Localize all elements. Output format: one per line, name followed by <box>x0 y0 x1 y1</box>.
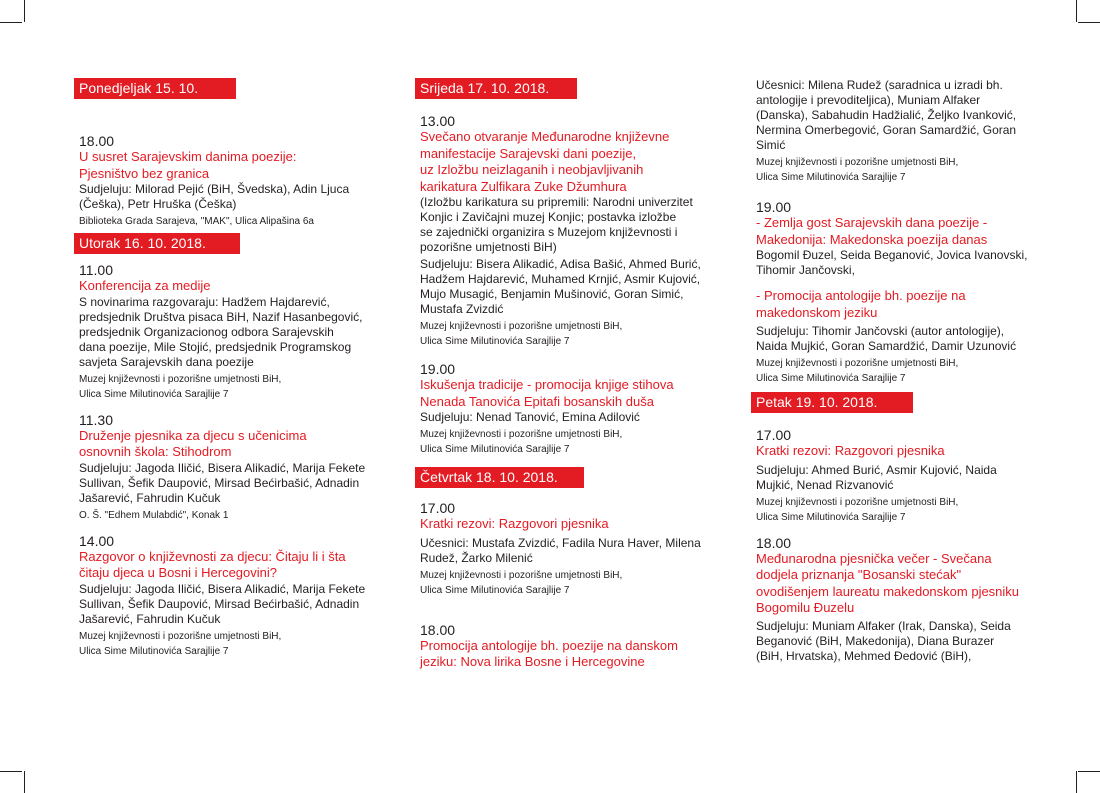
event-location: Biblioteka Grada Sarajeva, "MAK", Ulica Alipašina 6a <box>79 216 314 227</box>
event <box>420 113 720 349</box>
event-title: Promocija antologije bh. poezije na danskom jeziku: Nova lirika Bosne i Hercegovine <box>420 637 678 669</box>
event-location: O. Š. "Edhem Mulabdić", Konak 1 <box>79 509 229 521</box>
event-participants: Sudjeluju: Jagoda Iličić, Bisera Alikadić, Marija Fekete Sullivan, Šefik Daupović, Mirsad Bećirbašić, Adnadin Jašarević, Fahrudin Kučuk <box>79 581 366 626</box>
crop-mark <box>1076 771 1077 793</box>
event-location: Muzej književnosti i pozorišne umjetnosti BiH, Ulica Sime Milutinovića Sarajlije 7 <box>420 569 623 596</box>
event <box>420 361 720 457</box>
event-location: Muzej književnosti i pozorišne umjetnosti BiH, Ulica Sime Milutinovića Sarajlije 7 <box>756 358 959 384</box>
event-time: 11.30 <box>79 411 113 428</box>
event-title: Kratki rezovi: Razgovori pjesnika <box>420 516 609 531</box>
event-title: Iskušenja tradicije - promocija knjige stihova Nenada Tanovića Epitafi bosanskih duša <box>420 377 674 409</box>
crop-mark <box>1078 22 1100 23</box>
day-header: Utorak 16. 10. 2018. <box>74 233 240 254</box>
event-time: 19.00 <box>420 361 456 377</box>
event-title: U susret Sarajevskim danima poezije: Pjesništvo bez granica <box>79 149 297 181</box>
event-participants: Sudjeluju: Jagoda Iličić, Bisera Alikadić, Marija Fekete Sullivan, Šefik Daupović, Mirsad Bećirbašić, Adnadin Jašarević, Fahrudin Kučuk <box>79 460 366 505</box>
column-3 <box>756 78 1056 664</box>
event-participants: Sudjeluju: Nenad Tanović, Emina Adilović <box>420 410 640 424</box>
day-header: Srijeda 17. 10. 2018. <box>415 78 577 99</box>
event <box>756 427 1056 525</box>
event-participants: Sudjeluju: Muniam Alfaker (Irak, Danska), Seida Beganović (BiH, Makedonija), Diana Burazer (BiH, Hrvatska), Mehmed Đedović (BiH), <box>756 618 1011 663</box>
crop-mark <box>0 22 22 23</box>
event-participants: Učesnici: Milena Rudež (saradnica u izradi bh. antologije i prevoditeljica), Muniam Alfaker (Danska), Sabahudin Hadžialić, Željko Ivanković, Nermina Omerbegović, Goran Samardžić, Goran Simić <box>756 78 1017 152</box>
crop-mark <box>1078 771 1100 772</box>
event-time: 17.00 <box>420 500 456 516</box>
event-note: (Izložbu karikatura su pripremili: Narodni univerzitet Konjic i Zavičajni muzej Konjic; postavka izložbe se zajednički organizira s Muzejom književnosti i pozorišne umjetnosti BiH) <box>420 195 693 254</box>
event-continuation <box>756 78 1056 185</box>
event <box>756 199 1056 386</box>
event-title: Razgovor o književnosti za djecu: Čitaju li i šta čitaju djeca u Bosni i Hercegovini? <box>79 548 346 580</box>
event-location: Muzej književnosti i pozorišne umjetnosti BiH, Ulica Sime Milutinovića Sarajlije 7 <box>756 157 959 183</box>
event-location: Muzej književnosti i pozorišne umjetnosti BiH, Ulica Sime Milutinovića Sarajlije 7 <box>79 373 282 400</box>
event-title: - Zemlja gost Sarajevskih dana poezije - Makedonija: Makedonska poezija danas <box>756 215 988 247</box>
event-title: Druženje pjesnika za djecu s učenicima osnovnih škola: Stihodrom <box>79 427 307 459</box>
event-title: Svečano otvaranje Međunarodne književne manifestacije Sarajevski dani poezije, uz Izložbu neizlaganih i neobjavljivanih karikatura Zulfikara Zuke Džumhura <box>420 129 670 194</box>
event-time: 13.00 <box>420 113 456 129</box>
event-title: Kratki rezovi: Razgovori pjesnika <box>756 443 945 458</box>
event-participants: Učesnici: Mustafa Zvizdić, Fadila Nura Haver, Milena Rudež, Žarko Milenić <box>420 535 701 565</box>
event-location: Muzej književnosti i pozorišne umjetnosti BiH, Ulica Sime Milutinovića Sarajlije 7 <box>420 321 623 347</box>
event-participants: Bogomil Đuzel, Seida Beganović, Jovica Ivanovski, Tihomir Jančovski, <box>756 248 1028 277</box>
event-time: 14.00 <box>79 532 115 549</box>
event <box>756 535 1056 664</box>
crop-mark <box>1076 0 1077 22</box>
event-title: Konferencija za medije <box>79 278 211 293</box>
event-participants: Sudjeluju: Tihomir Jančovski (autor antologije), Naida Mujkić, Goran Samardžić, Damir Uzunović <box>756 324 1017 353</box>
column-1 <box>79 78 379 659</box>
event <box>79 412 379 523</box>
day-header: Četvrtak 18. 10. 2018. <box>415 467 584 488</box>
event <box>420 500 720 598</box>
crop-mark <box>24 0 25 22</box>
event <box>79 262 379 402</box>
event <box>79 133 379 229</box>
event <box>420 622 720 671</box>
event-participants: S novinarima razgovaraju: Hadžem Hajdarević, predsjednik Društva pisaca BiH, Nazif Hasanbegović, predsjednik Organizacionog odbora Sarajevskih dana poezije, Mile Stojić, predsjednik Programskog savjeta Sarajevskih dana poezije <box>79 294 363 369</box>
event <box>79 533 379 659</box>
event-title: - Promocija antologije bh. poezije na makedonskom jeziku <box>756 288 966 320</box>
event-time: 18.00 <box>79 133 115 149</box>
event-time: 18.00 <box>420 621 456 638</box>
event-participants: Sudjeluju: Ahmed Burić, Asmir Kujović, Naida Mujkić, Nenad Rizvanović <box>756 462 997 492</box>
event-location: Muzej književnosti i pozorišne umjetnosti BiH, Ulica Sime Milutinovića Sarajlije 7 <box>79 630 282 657</box>
event-title: Međunarodna pjesnička večer - Svečana dodjela priznanja "Bosanski stećak" ovodišenjem laureatu makedonskom pjesniku Bogomilu Đuzelu <box>756 550 1020 615</box>
crop-mark <box>24 771 25 793</box>
event-participants: Sudjeluju: Milorad Pejić (BiH, Švedska), Adin Ljuca (Češka), Petr Hruška (Češka) <box>79 182 350 211</box>
column-2 <box>420 78 720 671</box>
event-location: Muzej književnosti i pozorišne umjetnosti BiH, Ulica Sime Milutinovića Sarajlije 7 <box>420 429 623 455</box>
day-header: Ponedjeljak 15. 10. 2018. <box>74 78 236 99</box>
event-time: 19.00 <box>756 199 792 215</box>
event-time: 18.00 <box>756 534 792 551</box>
event-time: 17.00 <box>756 427 792 443</box>
day-header: Petak 19. 10. 2018. <box>751 392 913 413</box>
event-time: 11.00 <box>79 262 113 278</box>
event-location: Muzej književnosti i pozorišne umjetnosti BiH, Ulica Sime Milutinovića Sarajlije 7 <box>756 496 959 523</box>
event-participants: Sudjeluju: Bisera Alikadić, Adisa Bašić, Ahmed Burić, Hadžem Hajdarević, Muhamed Krnjić, Asmir Kujović, Mujo Musagić, Benjamin Mušinović, Goran Simić, Mustafa Zvizdić <box>420 257 701 316</box>
crop-mark <box>0 771 22 772</box>
